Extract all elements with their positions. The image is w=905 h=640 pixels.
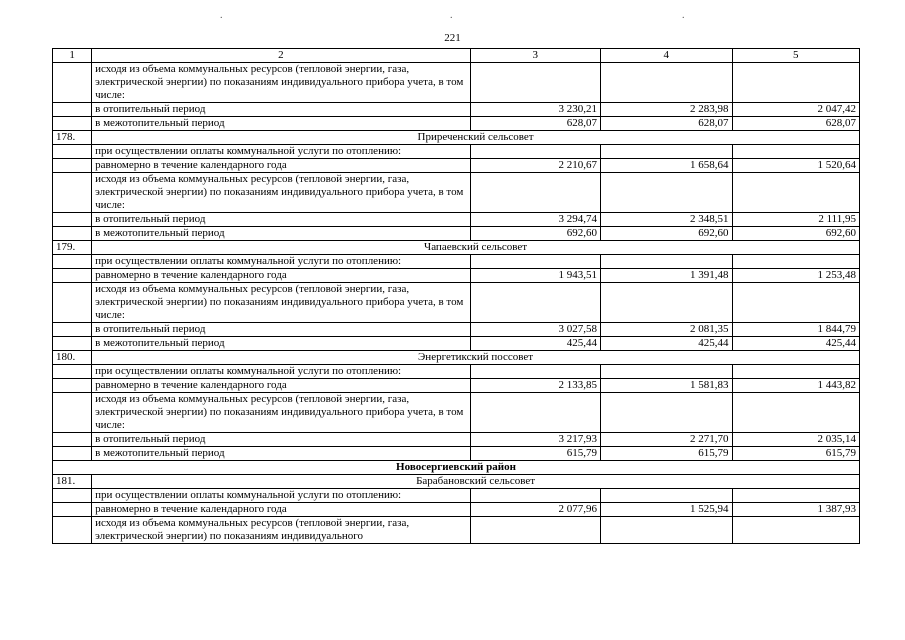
row-description: равномерно в течение календарного года bbox=[92, 503, 470, 517]
value-col4: 615,79 bbox=[601, 447, 732, 461]
settlement-row bbox=[53, 351, 860, 365]
value-col3: 3 294,74 bbox=[470, 213, 600, 227]
column-header: 1 bbox=[53, 49, 92, 63]
value-col4 bbox=[601, 365, 732, 379]
table-row bbox=[53, 159, 860, 173]
settlement-row bbox=[53, 241, 860, 255]
district-row bbox=[53, 461, 860, 475]
value-col5 bbox=[732, 489, 859, 503]
row-number bbox=[53, 379, 92, 393]
value-col5: 628,07 bbox=[732, 117, 859, 131]
row-description: при осуществлении оплаты коммунальной услуги по отоплению: bbox=[92, 255, 470, 269]
value-col4: 1 391,48 bbox=[601, 269, 732, 283]
value-col5 bbox=[732, 365, 859, 379]
row-number bbox=[53, 503, 92, 517]
settlement-name: Чапаевский сельсовет bbox=[92, 241, 860, 255]
table-row bbox=[53, 517, 860, 544]
value-col3: 425,44 bbox=[470, 337, 600, 351]
value-col5: 1 844,79 bbox=[732, 323, 859, 337]
value-col3 bbox=[470, 283, 600, 323]
value-col4: 628,07 bbox=[601, 117, 732, 131]
row-number bbox=[53, 63, 92, 103]
value-col3: 3 027,58 bbox=[470, 323, 600, 337]
row-description: равномерно в течение календарного года bbox=[92, 159, 470, 173]
value-col3: 2 133,85 bbox=[470, 379, 600, 393]
scan-dot: . bbox=[682, 10, 685, 21]
district-name: Новосергиевский район bbox=[53, 461, 860, 475]
value-col3: 1 943,51 bbox=[470, 269, 600, 283]
table-row bbox=[53, 379, 860, 393]
value-col3 bbox=[470, 489, 600, 503]
value-col4 bbox=[601, 517, 732, 544]
row-number: 179. bbox=[53, 241, 92, 255]
row-number bbox=[53, 337, 92, 351]
value-col5: 425,44 bbox=[732, 337, 859, 351]
row-description: исходя из объема коммунальных ресурсов (тепловой энергии, газа, электрической энергии) по показаниям индивидуального прибора учета, в том числе: bbox=[92, 393, 470, 433]
row-number bbox=[53, 433, 92, 447]
row-number bbox=[53, 489, 92, 503]
value-col5: 2 111,95 bbox=[732, 213, 859, 227]
row-description: исходя из объема коммунальных ресурсов (тепловой энергии, газа, электрической энергии) по показаниям индивидуального bbox=[92, 517, 470, 544]
row-number bbox=[53, 517, 92, 544]
value-col4: 2 348,51 bbox=[601, 213, 732, 227]
value-col5: 2 035,14 bbox=[732, 433, 859, 447]
value-col3 bbox=[470, 393, 600, 433]
row-description: в межотопительный период bbox=[92, 117, 470, 131]
value-col3 bbox=[470, 145, 600, 159]
value-col4: 1 581,83 bbox=[601, 379, 732, 393]
value-col4 bbox=[601, 393, 732, 433]
table-row bbox=[53, 255, 860, 269]
row-number: 178. bbox=[53, 131, 92, 145]
row-number bbox=[53, 447, 92, 461]
value-col4: 425,44 bbox=[601, 337, 732, 351]
value-col3: 3 230,21 bbox=[470, 103, 600, 117]
table-row bbox=[53, 213, 860, 227]
table-row bbox=[53, 117, 860, 131]
row-description: при осуществлении оплаты коммунальной услуги по отоплению: bbox=[92, 145, 470, 159]
table-row bbox=[53, 323, 860, 337]
row-number: 181. bbox=[53, 475, 92, 489]
value-col4: 692,60 bbox=[601, 227, 732, 241]
settlement-name: Энергетикский поссовет bbox=[92, 351, 860, 365]
table-row bbox=[53, 173, 860, 213]
table-row bbox=[53, 269, 860, 283]
row-number bbox=[53, 365, 92, 379]
table-row bbox=[53, 365, 860, 379]
row-description: в отопительный период bbox=[92, 103, 470, 117]
row-description: в отопительный период bbox=[92, 323, 470, 337]
value-col5 bbox=[732, 283, 859, 323]
value-col4: 1 525,94 bbox=[601, 503, 732, 517]
row-description: в межотопительный период bbox=[92, 447, 470, 461]
row-description: равномерно в течение календарного года bbox=[92, 269, 470, 283]
column-header: 2 bbox=[92, 49, 470, 63]
row-number bbox=[53, 145, 92, 159]
row-description: в межотопительный период bbox=[92, 227, 470, 241]
value-col5 bbox=[732, 173, 859, 213]
row-number bbox=[53, 213, 92, 227]
row-number bbox=[53, 227, 92, 241]
value-col3 bbox=[470, 63, 600, 103]
row-number bbox=[53, 255, 92, 269]
value-col4: 1 658,64 bbox=[601, 159, 732, 173]
row-number bbox=[53, 393, 92, 433]
value-col4 bbox=[601, 283, 732, 323]
column-header: 3 bbox=[470, 49, 600, 63]
value-col4 bbox=[601, 173, 732, 213]
table-row bbox=[53, 63, 860, 103]
value-col3 bbox=[470, 365, 600, 379]
value-col4: 2 283,98 bbox=[601, 103, 732, 117]
row-number: 180. bbox=[53, 351, 92, 365]
row-description: в отопительный период bbox=[92, 213, 470, 227]
row-description: при осуществлении оплаты коммунальной услуги по отоплению: bbox=[92, 365, 470, 379]
row-description: при осуществлении оплаты коммунальной услуги по отоплению: bbox=[92, 489, 470, 503]
settlement-row bbox=[53, 131, 860, 145]
value-col4: 2 081,35 bbox=[601, 323, 732, 337]
value-col3 bbox=[470, 173, 600, 213]
row-description: равномерно в течение календарного года bbox=[92, 379, 470, 393]
table-row bbox=[53, 145, 860, 159]
value-col5 bbox=[732, 393, 859, 433]
row-description: исходя из объема коммунальных ресурсов (тепловой энергии, газа, электрической энергии) по показаниям индивидуального прибора учета, в том числе: bbox=[92, 63, 470, 103]
row-number bbox=[53, 103, 92, 117]
value-col3 bbox=[470, 255, 600, 269]
value-col5 bbox=[732, 255, 859, 269]
value-col5: 1 443,82 bbox=[732, 379, 859, 393]
value-col5 bbox=[732, 145, 859, 159]
value-col4: 2 271,70 bbox=[601, 433, 732, 447]
settlement-name: Барабановский сельсовет bbox=[92, 475, 860, 489]
table-header-row bbox=[53, 49, 860, 63]
scan-dot: . bbox=[220, 10, 223, 21]
tariff-table bbox=[52, 48, 860, 544]
value-col5: 2 047,42 bbox=[732, 103, 859, 117]
value-col3: 692,60 bbox=[470, 227, 600, 241]
table-row bbox=[53, 489, 860, 503]
table-row bbox=[53, 337, 860, 351]
value-col4 bbox=[601, 145, 732, 159]
row-description: исходя из объема коммунальных ресурсов (тепловой энергии, газа, электрической энергии) по показаниям индивидуального прибора учета, в том числе: bbox=[92, 173, 470, 213]
row-number bbox=[53, 173, 92, 213]
page-number: 221 bbox=[444, 32, 461, 44]
table-row bbox=[53, 283, 860, 323]
table-row bbox=[53, 433, 860, 447]
settlement-name: Приреченский сельсовет bbox=[92, 131, 860, 145]
table-row bbox=[53, 227, 860, 241]
row-description: в межотопительный период bbox=[92, 337, 470, 351]
value-col5 bbox=[732, 517, 859, 544]
value-col3: 2 077,96 bbox=[470, 503, 600, 517]
row-number bbox=[53, 283, 92, 323]
row-number bbox=[53, 117, 92, 131]
value-col3: 3 217,93 bbox=[470, 433, 600, 447]
value-col4 bbox=[601, 489, 732, 503]
row-number bbox=[53, 323, 92, 337]
value-col3: 628,07 bbox=[470, 117, 600, 131]
value-col5: 1 520,64 bbox=[732, 159, 859, 173]
column-header: 5 bbox=[732, 49, 859, 63]
value-col4 bbox=[601, 63, 732, 103]
value-col3: 615,79 bbox=[470, 447, 600, 461]
settlement-row bbox=[53, 475, 860, 489]
row-number bbox=[53, 159, 92, 173]
value-col3 bbox=[470, 517, 600, 544]
scan-dot: . bbox=[450, 10, 453, 21]
value-col5: 692,60 bbox=[732, 227, 859, 241]
table-row bbox=[53, 503, 860, 517]
table-row bbox=[53, 393, 860, 433]
table-row bbox=[53, 447, 860, 461]
value-col5 bbox=[732, 63, 859, 103]
value-col5: 1 387,93 bbox=[732, 503, 859, 517]
row-description: исходя из объема коммунальных ресурсов (тепловой энергии, газа, электрической энергии) по показаниям индивидуального прибора учета, в том числе: bbox=[92, 283, 470, 323]
value-col3: 2 210,67 bbox=[470, 159, 600, 173]
value-col5: 615,79 bbox=[732, 447, 859, 461]
row-number bbox=[53, 269, 92, 283]
table-row bbox=[53, 103, 860, 117]
column-header: 4 bbox=[601, 49, 732, 63]
row-description: в отопительный период bbox=[92, 433, 470, 447]
value-col5: 1 253,48 bbox=[732, 269, 859, 283]
value-col4 bbox=[601, 255, 732, 269]
